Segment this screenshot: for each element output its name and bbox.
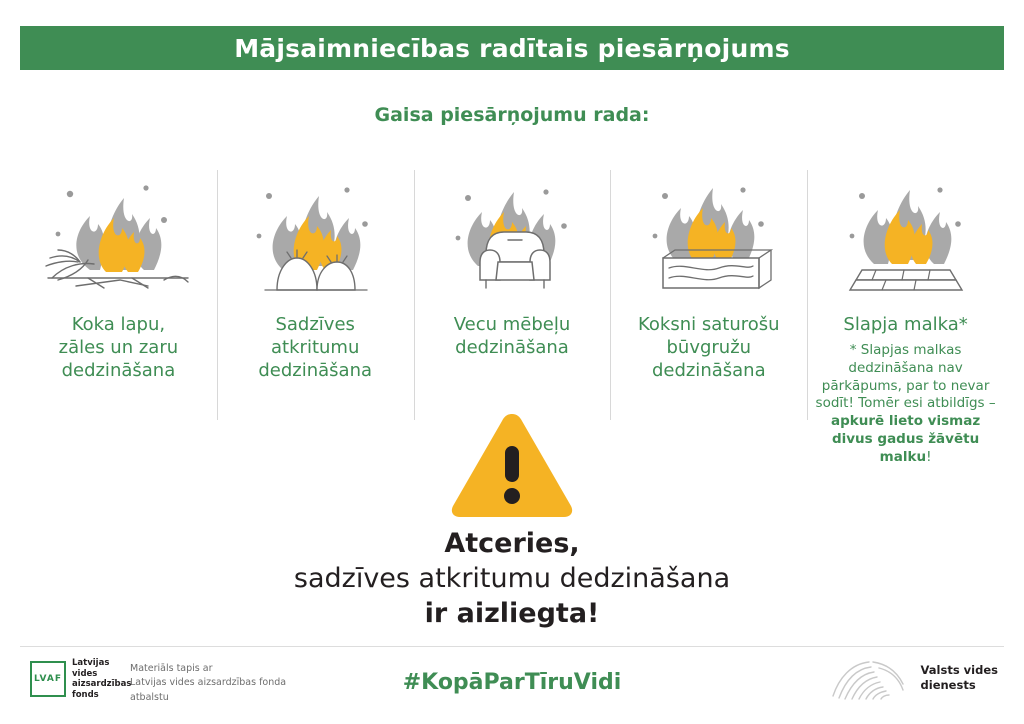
burning-wood-construction-waste-icon [619,160,799,305]
source-label-furniture: Vecu mēbeļu dedzināšana [453,314,571,359]
subtitle: Gaisa piesārņojumu rada: [374,104,650,126]
page-title: Mājsaimniecības radītais piesārņojums [234,33,790,63]
burning-garbage-bags-icon [225,160,405,305]
note-part-1: * Slapjas malkas dedzināšana nav pārkāpums, par to nevar sodīt! Tomēr esi atbildīgs – [815,342,996,412]
valsts-vides-dienests-text: Valsts vides dienests [920,663,998,692]
burning-old-furniture-icon [422,160,602,305]
source-label-leaves: Koka lapu, zāles un zaru dedzināšana [58,314,179,382]
source-column-leaves [20,160,217,382]
header-bar [20,26,1004,70]
warning-line-1: Atceries, [444,528,580,559]
lvaf-logo-mark-text: LVAF [34,674,62,685]
note-part-2: ! [926,448,932,465]
burning-wet-firewood-icon [816,160,996,305]
source-column-construction-waste [610,160,807,382]
source-label-wet-firewood: Slapja malka* [843,314,968,335]
burning-leaves-branches-icon [28,160,208,305]
exclamation-triangle-icon [447,408,577,520]
source-label-household-waste: Sadzīves atkritumu dedzināšana [258,314,373,382]
note-part-bold: apkurē lieto vismaz divus gadus žāvētu malku [830,413,981,465]
warning-block [0,408,1024,629]
footer [20,654,1004,714]
valsts-vides-dienests-logo [829,656,998,700]
footer-divider [20,646,1004,647]
footer-note: Materiāls tapis ar Latvijas vides aizsardzības fonda atbalstu [130,663,287,703]
fingerprint-icon [829,656,911,700]
source-column-household-waste [217,160,414,382]
source-column-furniture [414,160,611,359]
source-label-construction-waste: Koksni saturošu būvgružu dedzināšana [638,314,780,382]
warning-line-2: sadzīves atkritumu dedzināšana [293,563,731,594]
warning-line-3: ir aizliegta! [424,598,600,629]
campaign-hashtag: #KopāParTīruVidi [402,670,622,695]
lvaf-logo-text: Latvijas vides aizsardzības fonds [72,658,132,700]
